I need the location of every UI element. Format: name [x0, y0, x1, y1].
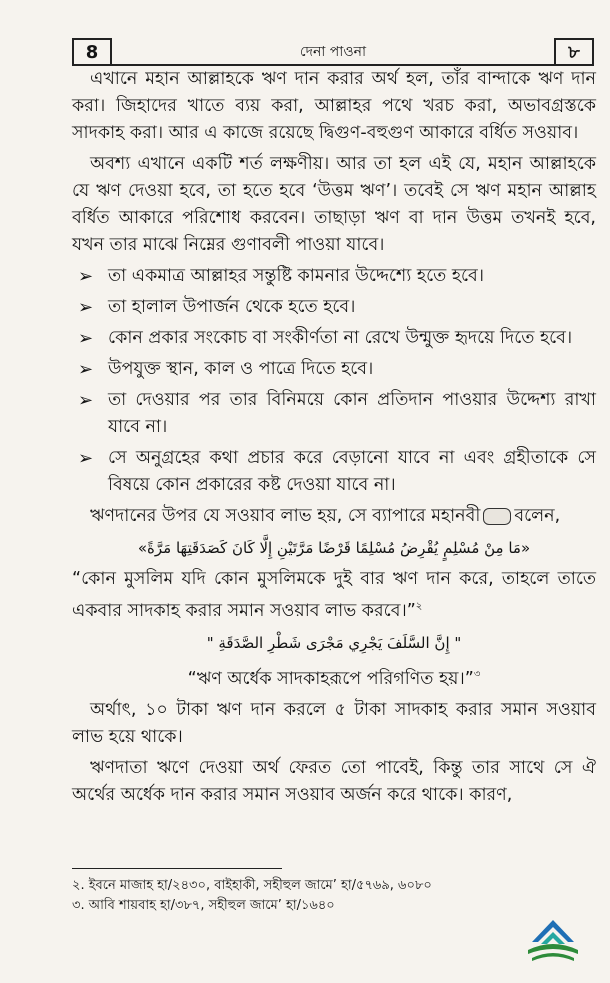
arrow-bullet-icon: ➢ — [78, 297, 94, 318]
page-number-left: 8 — [72, 38, 112, 64]
arrow-bullet-icon: ➢ — [78, 266, 94, 287]
hadith-intro: ঋণদানের উপর যে সওয়াব লাভ হয়, সে ব্যাপারে মহানবী বলেন, — [90, 506, 561, 526]
conditions-list — [72, 263, 596, 499]
paragraph: এখানে মহান আল্লাহকে ঋণ দান করার অর্থ হল, তাঁর বান্দাকে ঋণ দান করা। জিহাদের খাতে ব্যয় করা, আল্লাহর পথে খরচ করা, অভাবগ্রস্তকে সাদকাহ করা। আর এ কাজে রয়েছে দ্বিগুণ-বহুগুণ আকারে বর্ধিত সওয়াব। — [72, 69, 596, 143]
hadith-arabic: " إِنَّ السَّلَفَ يَجْرِي مَجْرَى شَطْرِ الصَّدَقَةِ " — [206, 633, 462, 652]
paragraph: অবশ্য এখানে একটি শর্ত লক্ষণীয়। আর তা হল এই যে, মহান আল্লাহকে যে ঋণ দেওয়া হবে, তা হতে হবে ‘উত্তম ঋণ’। তবেই সে ঋণ মহান আল্লাহ বর্ধিত আকারে পরিশোধ করবেন। তাছাড়া ঋণ বা দান উত্তম তখনই হবে, যখন তার মাঝে নিম্নের গুণাবলী পাওয়া যাবে। — [72, 154, 596, 255]
hadith-translation: “কোন মুসলিম যদি কোন মুসলিমকে দুই বার ঋণ দান করে, তাহলে তাতে একবার সাদকাহ করার সমান সওয়াব লাভ করবে।”$^২$ — [72, 569, 596, 621]
paragraph: অর্থাৎ, ১০ টাকা ঋণ দান করলে ৫ টাকা সাদকাহ করার সমান সওয়াব লাভ হয়ে থাকে। — [72, 699, 596, 747]
list-item: ➢ উপযুক্ত স্থান, কাল ও পাত্রে দিতে হবে। — [72, 356, 596, 383]
footnotes — [72, 876, 532, 916]
arrow-bullet-icon: ➢ — [78, 359, 94, 380]
hadith-arabic: «مَا مِنْ مُسْلِمٍ يُقْرِضُ مُسْلِمًا قَرْضًا مَرَّتَيْنِ إِلَّا كَانَ كَصَدَقَتِهَا مَرَّةً» — [137, 539, 531, 557]
footnote-divider — [72, 868, 282, 869]
paragraph: ঋণদাতা ঋণে দেওয়া অর্থ ফেরত তো পাবেই, কিন্তু তার সাথে সে ঐ অর্থের অর্ধেক দান করার সমান সওয়াব অর্জন করে থাকে। কারণ, — [72, 757, 596, 805]
page-body — [72, 66, 596, 813]
salawat-calligraphy-icon — [483, 508, 511, 525]
arrow-bullet-icon: ➢ — [78, 390, 94, 411]
publisher-logo-icon — [522, 916, 584, 964]
footnote: ২. ইবনে মাজাহ হা/২৪৩০, বাইহাকী, সহীহুল জামে’ হা/৫৭৬৯, ৬০৮০ — [72, 878, 432, 893]
arrow-bullet-icon: ➢ — [78, 448, 94, 469]
footnote-ref: ২ — [415, 601, 423, 612]
page-number-right: ৮ — [554, 38, 594, 64]
list-item: ➢ তা দেওয়ার পর তার বিনিময়ে কোন প্রতিদান পাওয়ার উদ্দেশ্য রাখা যাবে না। — [72, 387, 596, 441]
list-item: ➢ তা একমাত্র আল্লাহর সন্তুষ্টি কামনার উদ্দেশ্যে হতে হবে। — [72, 263, 596, 290]
page-header — [72, 38, 594, 66]
running-title: দেনা পাওনা — [299, 44, 367, 60]
list-item: ➢ তা হালাল উপার্জন থেকে হতে হবে। — [72, 294, 596, 321]
list-item: ➢ সে অনুগ্রহের কথা প্রচার করে বেড়ানো যাবে না এবং গ্রহীতাকে সে বিষয়ে কোন প্রকারের কষ্ট দেওয়া যাবে না। — [72, 445, 596, 499]
footnote-ref: ৩ — [473, 668, 481, 680]
hadith-translation: “ঋণ অর্ধেক সাদকাহরূপে পরিগণিত হয়।”$^৩$ — [187, 668, 481, 689]
arrow-bullet-icon: ➢ — [78, 328, 94, 349]
list-item: ➢ কোন প্রকার সংকোচ বা সংকীর্ণতা না রেখে উন্মুক্ত হৃদয়ে দিতে হবে। — [72, 325, 596, 352]
footnote: ৩. আবি শায়বাহ হা/৩৮৭, সহীহুল জামে’ হা/১৬৪০ — [72, 898, 335, 913]
